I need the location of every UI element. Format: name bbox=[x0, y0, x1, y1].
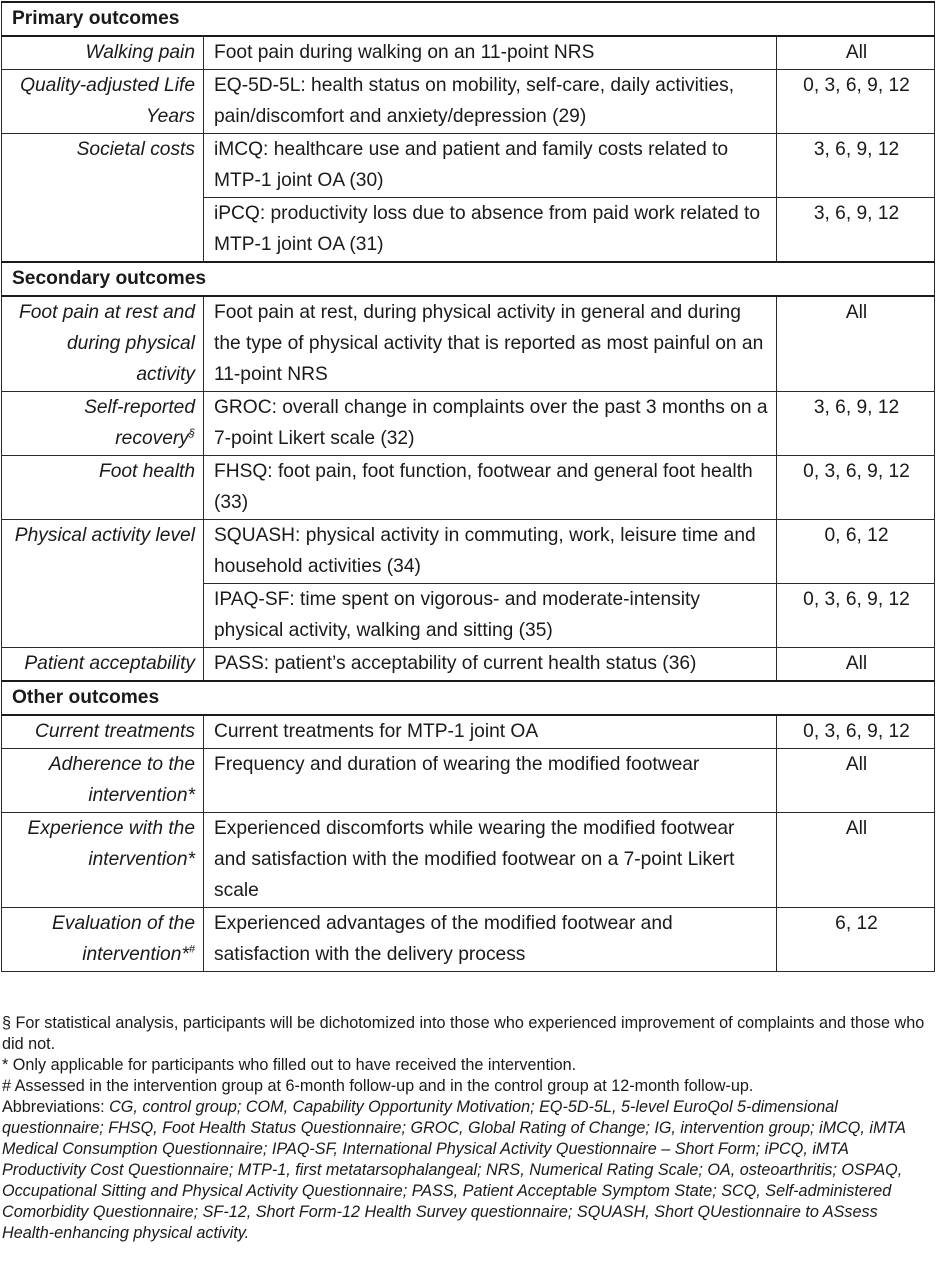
table-row bbox=[2, 198, 935, 263]
section-title: Secondary outcomes bbox=[2, 262, 935, 296]
outcome-measure: IPAQ-SF: time spent on vigorous- and moderate-intensity physical activity, walking and sitting (35) bbox=[204, 584, 777, 648]
outcome-name: Walking pain bbox=[2, 36, 204, 70]
outcome-measure: Experienced advantages of the modified footwear and satisfaction with the delivery process bbox=[204, 908, 777, 972]
footnote-marker: # bbox=[188, 943, 195, 956]
outcome-measure: FHSQ: foot pain, foot function, footwear and general foot health (33) bbox=[204, 456, 777, 520]
outcome-measure: EQ-5D-5L: health status on mobility, self-care, daily activities, pain/discomfort and anxiety/depression (29) bbox=[204, 70, 777, 134]
table-row bbox=[2, 70, 935, 134]
table-row bbox=[2, 749, 935, 813]
footnote-marker: § bbox=[188, 427, 195, 440]
outcome-timepoints: 0, 3, 6, 9, 12 bbox=[777, 715, 935, 749]
outcome-name: Quality-adjusted Life Years bbox=[2, 70, 204, 134]
outcome-measure: Frequency and duration of wearing the modified footwear bbox=[204, 749, 777, 813]
table-row bbox=[2, 813, 935, 908]
outcome-measure: Foot pain at rest, during physical activity in general and during the type of physical activity that is reported as most painful on an 11-point NRS bbox=[204, 296, 777, 392]
outcome-name-text: Self-reported recovery bbox=[84, 397, 195, 449]
outcome-measure: Current treatments for MTP-1 joint OA bbox=[204, 715, 777, 749]
outcome-name: Experience with the intervention* bbox=[2, 813, 204, 908]
section-title: Primary outcomes bbox=[2, 2, 935, 36]
table-row bbox=[2, 296, 935, 392]
outcome-name: Foot pain at rest and during physical activity bbox=[2, 296, 204, 392]
outcome-name: Foot health bbox=[2, 456, 204, 520]
footnote-section-sign: § For statistical analysis, participants will be dichotomized into those who experienced improvement of complaints and those who did not. bbox=[2, 1014, 925, 1053]
abbreviations-text: CG, control group; COM, Capability Opportunity Motivation; EQ-5D-5L, 5-level EuroQol 5-dimensional questionnaire; FHSQ, Foot Health Status Questionnaire; GROC, Global Rating of Change; IG, intervention group; iMCQ, iMTA Medical Consumption Questionnaire; IPAQ-SF, International Physical Activity Questionnaire – Short Form; iPCQ, iMTA Productivity Cost Questionnaire; MTP-1, first metatarsophalangeal; NRS, Numerical Rating Scale; OA, osteoarthritis; OSPAQ, Occupational Sitting and Physical Activity Questionnaire; PASS, Patient Acceptable Symptom State; SCQ, Self-administered Comorbidity Questionnaire; SF-12, Short Form-12 Health Survey questionnaire; SQUASH, Short QUestionnaire to ASsess Health-enhancing physical activity. bbox=[2, 1098, 906, 1242]
section-header-row bbox=[2, 262, 935, 296]
outcome-measure: iPCQ: productivity loss due to absence from paid work related to MTP-1 joint OA (31) bbox=[204, 198, 777, 263]
table-row bbox=[2, 456, 935, 520]
outcome-timepoints: All bbox=[777, 749, 935, 813]
outcome-name bbox=[2, 198, 204, 263]
footnote-asterisk: * Only applicable for participants who filled out to have received the intervention. bbox=[2, 1056, 577, 1074]
outcome-measure: PASS: patient’s acceptability of current health status (36) bbox=[204, 648, 777, 682]
outcome-measure: SQUASH: physical activity in commuting, work, leisure time and household activities (34) bbox=[204, 520, 777, 584]
table-row bbox=[2, 715, 935, 749]
outcome-timepoints: 0, 3, 6, 9, 12 bbox=[777, 456, 935, 520]
outcome-timepoints: 0, 3, 6, 9, 12 bbox=[777, 70, 935, 134]
outcome-name bbox=[2, 392, 204, 456]
outcome-timepoints: All bbox=[777, 648, 935, 682]
footnote-hash: # Assessed in the intervention group at 6-month follow-up and in the control group at 12-month follow-up. bbox=[2, 1077, 754, 1095]
table-row bbox=[2, 392, 935, 456]
table-footnotes bbox=[2, 1013, 932, 1244]
outcome-name bbox=[2, 584, 204, 648]
table-row bbox=[2, 908, 935, 972]
footnote-abbreviations bbox=[2, 1097, 932, 1244]
outcome-timepoints: 3, 6, 9, 12 bbox=[777, 134, 935, 198]
outcome-measure: iMCQ: healthcare use and patient and family costs related to MTP-1 joint OA (30) bbox=[204, 134, 777, 198]
table-row bbox=[2, 648, 935, 682]
table-row bbox=[2, 520, 935, 584]
outcome-timepoints: All bbox=[777, 36, 935, 70]
outcome-name: Societal costs bbox=[2, 134, 204, 198]
section-header-row bbox=[2, 681, 935, 715]
outcomes-table bbox=[1, 1, 935, 972]
section-title: Other outcomes bbox=[2, 681, 935, 715]
outcome-measure: Experienced discomforts while wearing the modified footwear and satisfaction with the modified footwear on a 7-point Likert scale bbox=[204, 813, 777, 908]
outcome-name-text: Evaluation of the intervention* bbox=[52, 913, 195, 965]
outcome-name: Physical activity level bbox=[2, 520, 204, 584]
outcome-name bbox=[2, 908, 204, 972]
outcome-measure: GROC: overall change in complaints over the past 3 months on a 7-point Likert scale (32) bbox=[204, 392, 777, 456]
outcome-timepoints: 6, 12 bbox=[777, 908, 935, 972]
outcome-name: Adherence to the intervention* bbox=[2, 749, 204, 813]
abbreviations-label: Abbreviations: bbox=[2, 1098, 110, 1116]
table-row bbox=[2, 584, 935, 648]
section-header-row bbox=[2, 2, 935, 36]
outcome-timepoints: All bbox=[777, 296, 935, 392]
outcome-timepoints: 3, 6, 9, 12 bbox=[777, 392, 935, 456]
outcome-timepoints: 0, 6, 12 bbox=[777, 520, 935, 584]
outcome-name: Patient acceptability bbox=[2, 648, 204, 682]
table-row bbox=[2, 134, 935, 198]
outcome-measure: Foot pain during walking on an 11-point NRS bbox=[204, 36, 777, 70]
outcome-timepoints: 0, 3, 6, 9, 12 bbox=[777, 584, 935, 648]
outcome-timepoints: All bbox=[777, 813, 935, 908]
outcome-name: Current treatments bbox=[2, 715, 204, 749]
table-row bbox=[2, 36, 935, 70]
outcome-timepoints: 3, 6, 9, 12 bbox=[777, 198, 935, 263]
